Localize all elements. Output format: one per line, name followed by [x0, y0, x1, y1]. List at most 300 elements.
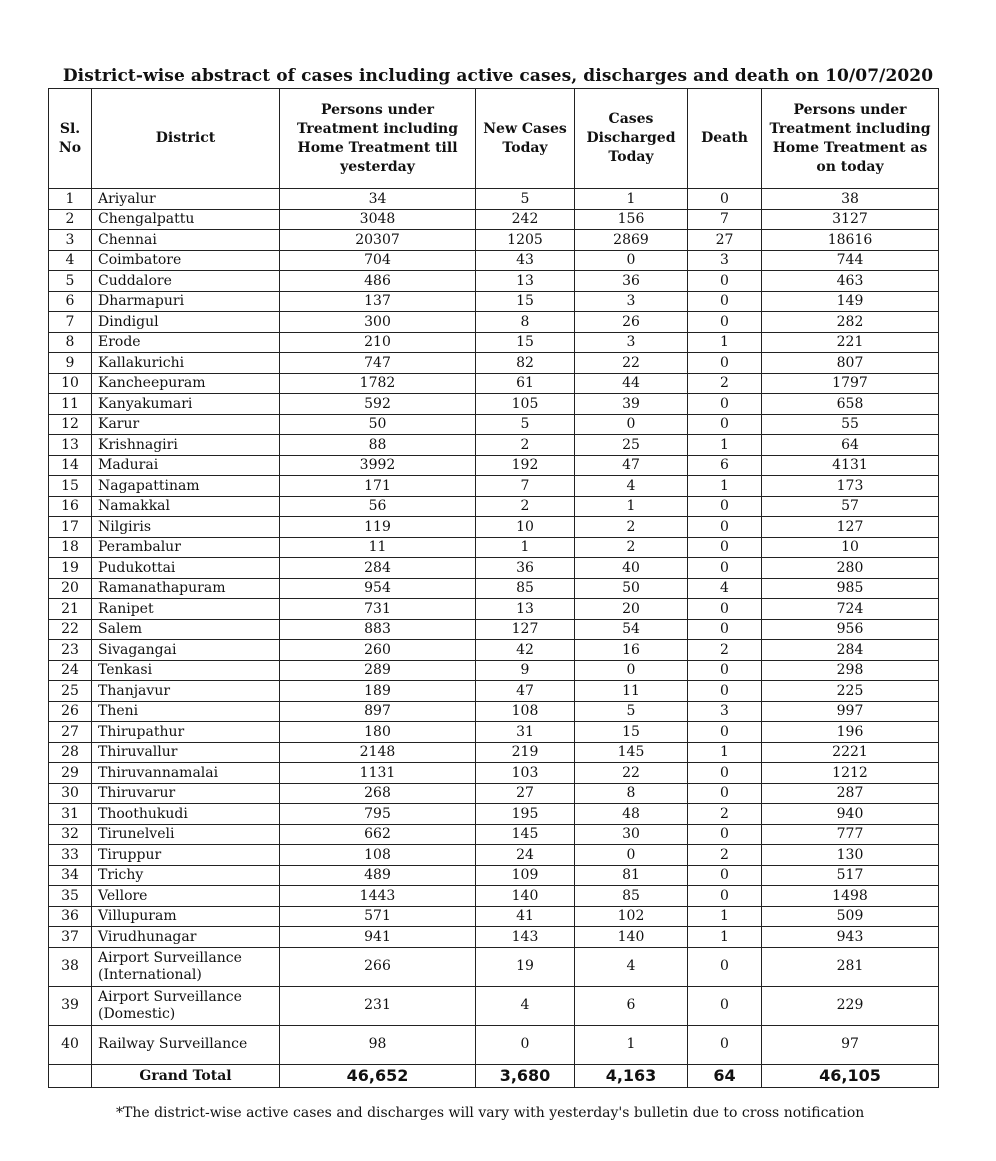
- cell-today: 777: [762, 824, 939, 845]
- cell-death: 0: [688, 558, 762, 579]
- cell-discharged: 3: [575, 291, 688, 312]
- table-row: [49, 824, 939, 845]
- cell-discharged: 40: [575, 558, 688, 579]
- cell-sl: 40: [49, 1025, 92, 1064]
- cell-sl: 31: [49, 804, 92, 825]
- total-prev: 46,652: [280, 1064, 476, 1087]
- cell-district: Ranipet: [92, 599, 280, 620]
- cell-district: Pudukottai: [92, 558, 280, 579]
- cell-today: 1212: [762, 763, 939, 784]
- table-row: [49, 599, 939, 620]
- cell-death: 0: [688, 619, 762, 640]
- cell-prev: 883: [280, 619, 476, 640]
- cell-new: 47: [476, 681, 575, 702]
- cell-death: 3: [688, 250, 762, 271]
- cell-today: 744: [762, 250, 939, 271]
- table-row: [49, 804, 939, 825]
- cell-death: 0: [688, 660, 762, 681]
- table-row: [49, 414, 939, 435]
- cell-prev: 231: [280, 986, 476, 1025]
- cell-prev: 88: [280, 435, 476, 456]
- table-row: [49, 1025, 939, 1064]
- cell-sl: 16: [49, 496, 92, 517]
- cell-today: 281: [762, 947, 939, 986]
- table-row: [49, 640, 939, 661]
- cell-today: 280: [762, 558, 939, 579]
- cell-prev: 98: [280, 1025, 476, 1064]
- cell-death: 1: [688, 906, 762, 927]
- cell-today: 97: [762, 1025, 939, 1064]
- cell-today: 64: [762, 435, 939, 456]
- cell-today: 2221: [762, 742, 939, 763]
- cell-district: Thanjavur: [92, 681, 280, 702]
- cell-district: Kanyakumari: [92, 394, 280, 415]
- cell-today: 287: [762, 783, 939, 804]
- cell-discharged: 11: [575, 681, 688, 702]
- cell-district: Kancheepuram: [92, 373, 280, 394]
- cell-death: 1: [688, 927, 762, 948]
- cell-prev: 2148: [280, 742, 476, 763]
- cell-sl: 12: [49, 414, 92, 435]
- table-row: [49, 947, 939, 986]
- cell-new: 219: [476, 742, 575, 763]
- cell-discharged: 20: [575, 599, 688, 620]
- table-row: [49, 435, 939, 456]
- cell-sl: 2: [49, 209, 92, 230]
- cell-prev: 662: [280, 824, 476, 845]
- cell-discharged: 2869: [575, 230, 688, 251]
- cell-sl: 25: [49, 681, 92, 702]
- cell-sl: 18: [49, 537, 92, 558]
- table-row: [49, 578, 939, 599]
- total-discharged: 4,163: [575, 1064, 688, 1087]
- cell-prev: 486: [280, 271, 476, 292]
- cell-new: 13: [476, 599, 575, 620]
- cell-district: Karur: [92, 414, 280, 435]
- cell-today: 38: [762, 189, 939, 210]
- cell-discharged: 4: [575, 947, 688, 986]
- cell-district: Virudhunagar: [92, 927, 280, 948]
- table-row: [49, 927, 939, 948]
- table-row: [49, 701, 939, 722]
- cell-sl: 14: [49, 455, 92, 476]
- total-death: 64: [688, 1064, 762, 1087]
- cell-new: 140: [476, 886, 575, 907]
- cell-sl: 13: [49, 435, 92, 456]
- cell-prev: 704: [280, 250, 476, 271]
- cell-new: 41: [476, 906, 575, 927]
- cell-district: Trichy: [92, 865, 280, 886]
- cell-discharged: 30: [575, 824, 688, 845]
- cell-district: Tenkasi: [92, 660, 280, 681]
- cell-today: 284: [762, 640, 939, 661]
- table-row: [49, 722, 939, 743]
- cell-new: 4: [476, 986, 575, 1025]
- cell-discharged: 0: [575, 660, 688, 681]
- cell-new: 2: [476, 496, 575, 517]
- table-row: [49, 189, 939, 210]
- cell-death: 0: [688, 1025, 762, 1064]
- total-today: 46,105: [762, 1064, 939, 1087]
- table-row: [49, 845, 939, 866]
- cell-death: 0: [688, 886, 762, 907]
- cell-district: Perambalur: [92, 537, 280, 558]
- cell-death: 0: [688, 865, 762, 886]
- cell-death: 0: [688, 681, 762, 702]
- table-row: [49, 906, 939, 927]
- cell-prev: 180: [280, 722, 476, 743]
- cell-death: 2: [688, 804, 762, 825]
- cell-prev: 34: [280, 189, 476, 210]
- table-row: [49, 332, 939, 353]
- table-row: [49, 250, 939, 271]
- cell-discharged: 0: [575, 250, 688, 271]
- cell-district: Krishnagiri: [92, 435, 280, 456]
- cell-today: 196: [762, 722, 939, 743]
- cell-district: Nilgiris: [92, 517, 280, 538]
- col-header-discharged: Cases Discharged Today: [575, 89, 688, 189]
- cell-prev: 489: [280, 865, 476, 886]
- cell-sl: 19: [49, 558, 92, 579]
- cell-district: Vellore: [92, 886, 280, 907]
- total-new: 3,680: [476, 1064, 575, 1087]
- cell-death: 2: [688, 640, 762, 661]
- cell-death: 1: [688, 476, 762, 497]
- table-body: [49, 189, 939, 1065]
- cell-death: 0: [688, 271, 762, 292]
- cell-new: 9: [476, 660, 575, 681]
- cell-district: Thirupathur: [92, 722, 280, 743]
- cell-district: Chengalpattu: [92, 209, 280, 230]
- cell-death: 1: [688, 332, 762, 353]
- cell-discharged: 0: [575, 414, 688, 435]
- grand-total-row: [49, 1064, 939, 1087]
- cell-today: 1797: [762, 373, 939, 394]
- cell-today: 509: [762, 906, 939, 927]
- cell-prev: 260: [280, 640, 476, 661]
- table-row: [49, 886, 939, 907]
- cell-death: 0: [688, 763, 762, 784]
- table-row: [49, 742, 939, 763]
- cell-discharged: 0: [575, 845, 688, 866]
- cell-district: Kallakurichi: [92, 353, 280, 374]
- cell-death: 0: [688, 517, 762, 538]
- cell-sl: 8: [49, 332, 92, 353]
- cell-sl: 27: [49, 722, 92, 743]
- cell-today: 997: [762, 701, 939, 722]
- table-row: [49, 660, 939, 681]
- cell-death: 0: [688, 783, 762, 804]
- cell-prev: 3048: [280, 209, 476, 230]
- cell-new: 109: [476, 865, 575, 886]
- total-sl-cell: [49, 1064, 92, 1087]
- cell-sl: 35: [49, 886, 92, 907]
- cell-discharged: 25: [575, 435, 688, 456]
- cell-today: 298: [762, 660, 939, 681]
- cell-prev: 137: [280, 291, 476, 312]
- cell-district: Villupuram: [92, 906, 280, 927]
- cell-prev: 11: [280, 537, 476, 558]
- cell-new: 36: [476, 558, 575, 579]
- cell-district: Namakkal: [92, 496, 280, 517]
- cell-district: Nagapattinam: [92, 476, 280, 497]
- cell-prev: 171: [280, 476, 476, 497]
- cell-death: 0: [688, 312, 762, 333]
- cell-sl: 37: [49, 927, 92, 948]
- cell-today: 943: [762, 927, 939, 948]
- cell-new: 5: [476, 189, 575, 210]
- cell-discharged: 16: [575, 640, 688, 661]
- cell-death: 0: [688, 291, 762, 312]
- footnote: *The district-wise active cases and discharges will vary with yesterday's bulletin due to cross notification: [116, 1105, 865, 1121]
- cell-death: 0: [688, 414, 762, 435]
- cell-district: Coimbatore: [92, 250, 280, 271]
- cell-sl: 30: [49, 783, 92, 804]
- cell-district: Ramanathapuram: [92, 578, 280, 599]
- cell-today: 985: [762, 578, 939, 599]
- cell-new: 143: [476, 927, 575, 948]
- cell-new: 1205: [476, 230, 575, 251]
- cell-district: Ariyalur: [92, 189, 280, 210]
- cell-new: 27: [476, 783, 575, 804]
- cell-new: 2: [476, 435, 575, 456]
- col-header-prev: Persons under Treatment including Home Treatment till yesterday: [280, 89, 476, 189]
- table-row: [49, 537, 939, 558]
- cell-sl: 24: [49, 660, 92, 681]
- cell-sl: 1: [49, 189, 92, 210]
- cell-sl: 28: [49, 742, 92, 763]
- cell-today: 724: [762, 599, 939, 620]
- cell-sl: 9: [49, 353, 92, 374]
- cell-death: 3: [688, 701, 762, 722]
- cell-death: 0: [688, 722, 762, 743]
- cell-death: 0: [688, 986, 762, 1025]
- cell-discharged: 3: [575, 332, 688, 353]
- cell-discharged: 15: [575, 722, 688, 743]
- col-header-district: District: [92, 89, 280, 189]
- cell-prev: 592: [280, 394, 476, 415]
- table-row: [49, 496, 939, 517]
- cell-prev: 897: [280, 701, 476, 722]
- cell-discharged: 2: [575, 537, 688, 558]
- cell-new: 1: [476, 537, 575, 558]
- cell-new: 103: [476, 763, 575, 784]
- cell-prev: 731: [280, 599, 476, 620]
- cell-sl: 33: [49, 845, 92, 866]
- cell-discharged: 54: [575, 619, 688, 640]
- cell-sl: 15: [49, 476, 92, 497]
- cell-death: 0: [688, 537, 762, 558]
- cell-district: Thiruvannamalai: [92, 763, 280, 784]
- cell-today: 1498: [762, 886, 939, 907]
- cell-discharged: 81: [575, 865, 688, 886]
- cell-death: 7: [688, 209, 762, 230]
- cell-new: 7: [476, 476, 575, 497]
- table-row: [49, 312, 939, 333]
- cell-discharged: 1: [575, 1025, 688, 1064]
- table-row: [49, 865, 939, 886]
- cell-prev: 289: [280, 660, 476, 681]
- cell-sl: 21: [49, 599, 92, 620]
- cell-new: 31: [476, 722, 575, 743]
- cell-death: 0: [688, 353, 762, 374]
- cell-new: 42: [476, 640, 575, 661]
- cell-district: Theni: [92, 701, 280, 722]
- cell-prev: 3992: [280, 455, 476, 476]
- cell-discharged: 5: [575, 701, 688, 722]
- page-title: District-wise abstract of cases including active cases, discharges and death on 10/07/2020: [62, 66, 934, 86]
- cell-death: 0: [688, 394, 762, 415]
- cell-sl: 6: [49, 291, 92, 312]
- table-row: [49, 476, 939, 497]
- cell-district: Madurai: [92, 455, 280, 476]
- cell-sl: 36: [49, 906, 92, 927]
- table-row: [49, 517, 939, 538]
- cell-today: 517: [762, 865, 939, 886]
- cell-district: Dindigul: [92, 312, 280, 333]
- cell-discharged: 6: [575, 986, 688, 1025]
- cell-today: 3127: [762, 209, 939, 230]
- cell-today: 130: [762, 845, 939, 866]
- cell-prev: 210: [280, 332, 476, 353]
- cell-discharged: 145: [575, 742, 688, 763]
- cell-new: 10: [476, 517, 575, 538]
- cell-death: 6: [688, 455, 762, 476]
- table-row: [49, 373, 939, 394]
- cell-discharged: 36: [575, 271, 688, 292]
- cell-discharged: 44: [575, 373, 688, 394]
- cell-district: Airport Surveillance (Domestic): [92, 986, 280, 1025]
- cell-sl: 3: [49, 230, 92, 251]
- cell-prev: 747: [280, 353, 476, 374]
- cell-discharged: 102: [575, 906, 688, 927]
- cell-district: Sivagangai: [92, 640, 280, 661]
- cell-new: 0: [476, 1025, 575, 1064]
- table-row: [49, 455, 939, 476]
- cell-district: Erode: [92, 332, 280, 353]
- cell-sl: 38: [49, 947, 92, 986]
- cell-new: 13: [476, 271, 575, 292]
- district-cases-table: [48, 88, 939, 1088]
- cell-discharged: 48: [575, 804, 688, 825]
- cell-new: 82: [476, 353, 575, 374]
- cell-new: 242: [476, 209, 575, 230]
- cell-prev: 119: [280, 517, 476, 538]
- col-header-sl: Sl. No: [49, 89, 92, 189]
- cell-today: 221: [762, 332, 939, 353]
- cell-sl: 29: [49, 763, 92, 784]
- cell-discharged: 22: [575, 353, 688, 374]
- cell-death: 1: [688, 435, 762, 456]
- cell-new: 61: [476, 373, 575, 394]
- cell-district: Cuddalore: [92, 271, 280, 292]
- cell-new: 8: [476, 312, 575, 333]
- cell-new: 15: [476, 332, 575, 353]
- cell-prev: 56: [280, 496, 476, 517]
- cell-prev: 108: [280, 845, 476, 866]
- cell-district: Dharmapuri: [92, 291, 280, 312]
- cell-today: 940: [762, 804, 939, 825]
- cell-prev: 795: [280, 804, 476, 825]
- cell-today: 149: [762, 291, 939, 312]
- cell-today: 18616: [762, 230, 939, 251]
- cell-discharged: 39: [575, 394, 688, 415]
- cell-new: 85: [476, 578, 575, 599]
- cell-discharged: 4: [575, 476, 688, 497]
- cell-district: Thoothukudi: [92, 804, 280, 825]
- cell-sl: 11: [49, 394, 92, 415]
- table-row: [49, 986, 939, 1025]
- cell-prev: 189: [280, 681, 476, 702]
- cell-today: 10: [762, 537, 939, 558]
- table-row: [49, 783, 939, 804]
- total-label: Grand Total: [92, 1064, 280, 1087]
- cell-new: 43: [476, 250, 575, 271]
- cell-death: 27: [688, 230, 762, 251]
- cell-today: 807: [762, 353, 939, 374]
- cell-today: 956: [762, 619, 939, 640]
- cell-death: 0: [688, 496, 762, 517]
- cell-new: 19: [476, 947, 575, 986]
- table-row: [49, 291, 939, 312]
- table-row: [49, 271, 939, 292]
- table-row: [49, 619, 939, 640]
- cell-prev: 1131: [280, 763, 476, 784]
- cell-district: Tiruppur: [92, 845, 280, 866]
- cell-prev: 941: [280, 927, 476, 948]
- cell-sl: 7: [49, 312, 92, 333]
- cell-new: 24: [476, 845, 575, 866]
- cell-discharged: 156: [575, 209, 688, 230]
- cell-sl: 4: [49, 250, 92, 271]
- cell-today: 4131: [762, 455, 939, 476]
- cell-prev: 20307: [280, 230, 476, 251]
- table-row: [49, 394, 939, 415]
- cell-death: 0: [688, 824, 762, 845]
- col-header-death: Death: [688, 89, 762, 189]
- cell-prev: 300: [280, 312, 476, 333]
- cell-today: 225: [762, 681, 939, 702]
- cell-district: Airport Surveillance (International): [92, 947, 280, 986]
- cell-today: 55: [762, 414, 939, 435]
- cell-new: 192: [476, 455, 575, 476]
- cell-new: 5: [476, 414, 575, 435]
- cell-new: 195: [476, 804, 575, 825]
- cell-sl: 32: [49, 824, 92, 845]
- cell-prev: 1443: [280, 886, 476, 907]
- cell-today: 229: [762, 986, 939, 1025]
- cell-prev: 50: [280, 414, 476, 435]
- cell-discharged: 8: [575, 783, 688, 804]
- cell-discharged: 1: [575, 496, 688, 517]
- cell-prev: 266: [280, 947, 476, 986]
- table-row: [49, 230, 939, 251]
- table-row: [49, 558, 939, 579]
- cell-death: 4: [688, 578, 762, 599]
- cell-new: 145: [476, 824, 575, 845]
- cell-discharged: 1: [575, 189, 688, 210]
- cell-sl: 23: [49, 640, 92, 661]
- cell-death: 0: [688, 947, 762, 986]
- cell-death: 2: [688, 373, 762, 394]
- cell-district: Railway Surveillance: [92, 1025, 280, 1064]
- cell-district: Thiruvallur: [92, 742, 280, 763]
- cell-sl: 20: [49, 578, 92, 599]
- cell-sl: 34: [49, 865, 92, 886]
- cell-prev: 268: [280, 783, 476, 804]
- col-header-today: Persons under Treatment including Home Treatment as on today: [762, 89, 939, 189]
- cell-sl: 10: [49, 373, 92, 394]
